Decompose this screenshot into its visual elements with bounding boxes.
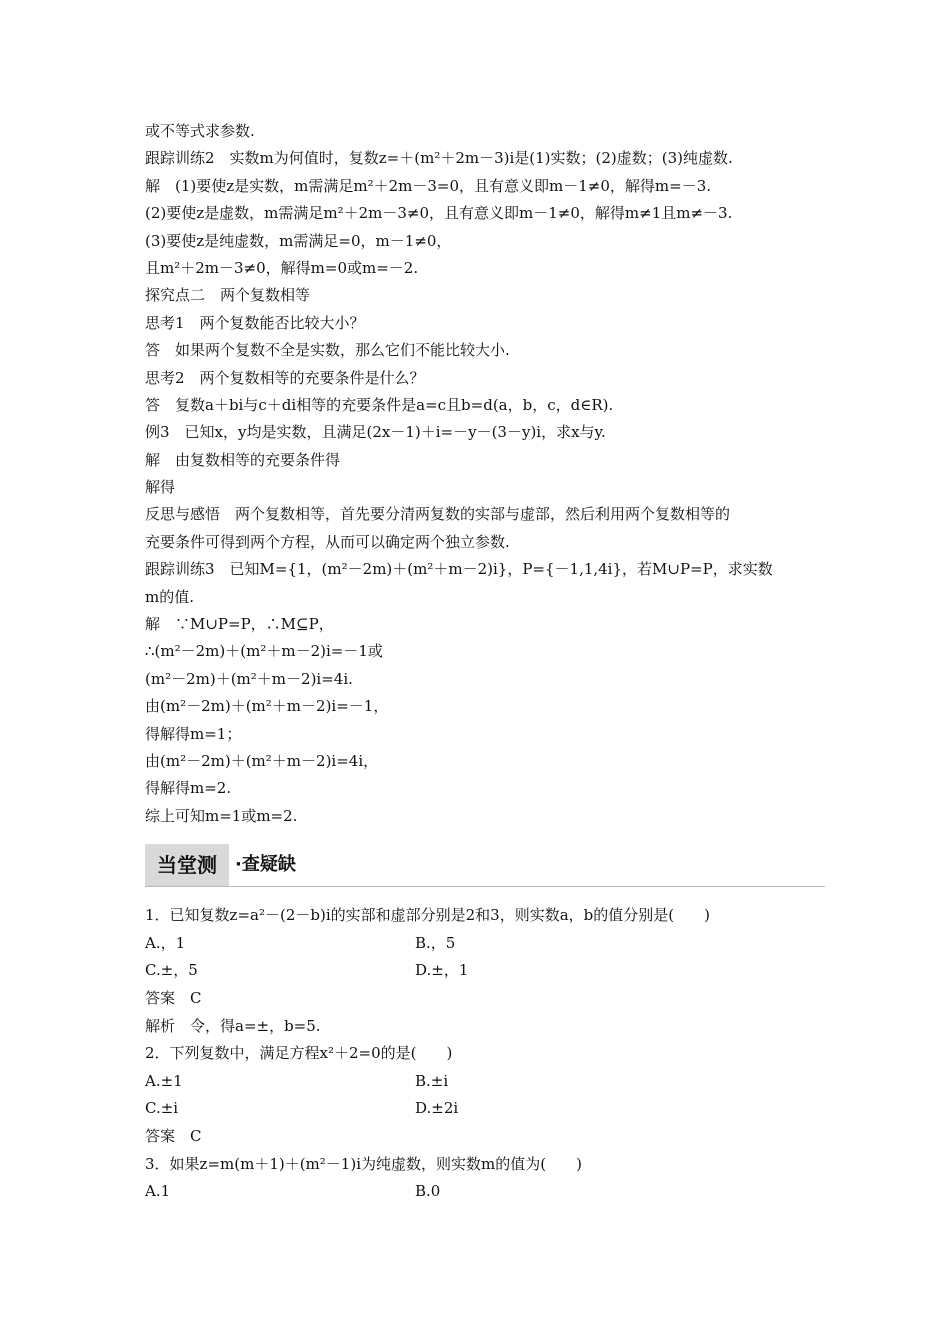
question-1: 1．已知复数z=a²－(2－b)i的实部和虚部分别是2和3，则实数a，b的值分别是( ) xyxy=(145,906,710,925)
option-a: A.，1 xyxy=(145,933,186,952)
banner-divider xyxy=(145,886,825,887)
text-line: 思考1 两个复数能否比较大小？ xyxy=(145,313,365,332)
text-line: (2)要使z是虚数，m需满足m²＋2m－3≠0，且有意义即m－1≠0，解得m≠1且m≠－3. xyxy=(145,204,733,223)
option-c: C.±i xyxy=(145,1099,179,1118)
question-2: 2．下列复数中，满足方程x²＋2=0的是( ) xyxy=(145,1044,453,1063)
option-b: B.0 xyxy=(415,1182,441,1201)
text-line: 例3 已知x，y均是实数，且满足(2x－1)＋i=－y－(3－y)i，求x与y. xyxy=(145,423,606,442)
question-3: 3．如果z=m(m＋1)＋(m²－1)i为纯虚数，则实数m的值为( ) xyxy=(145,1154,582,1173)
section-banner xyxy=(145,844,825,890)
option-d: D.±，1 xyxy=(415,961,469,980)
text-line: 答 如果两个复数不全是实数，那么它们不能比较大小. xyxy=(145,341,510,360)
solution-text xyxy=(145,118,825,830)
quiz-section xyxy=(145,902,825,1206)
text-line: 得解得m=2. xyxy=(145,779,232,798)
text-line: 反思与感悟 两个复数相等，首先要分清两复数的实部与虚部，然后利用两个复数相等的 xyxy=(145,505,731,524)
analysis-1: 解析 令，得a=±，b=5. xyxy=(145,1016,321,1035)
option-row xyxy=(145,1068,825,1096)
option-b: B.±i xyxy=(415,1071,449,1090)
option-row xyxy=(145,1178,825,1206)
text-line: 由(m²－2m)＋(m²＋m－2)i=4i， xyxy=(145,751,379,770)
option-c: C.±，5 xyxy=(145,961,198,980)
section-heading: 探究点二 两个复数相等 xyxy=(145,286,311,305)
text-line: 充要条件可得到两个方程，从而可以确定两个独立参数. xyxy=(145,532,510,551)
text-line: 解 ∵M∪P=P，∴M⊆P， xyxy=(145,615,334,634)
text-line: 思考2 两个复数相等的充要条件是什么？ xyxy=(145,368,425,387)
text-line: 或不等式求参数. xyxy=(145,122,255,140)
text-line: 解得 xyxy=(145,478,176,497)
option-row xyxy=(145,957,825,985)
text-line: 解 由复数相等的充要条件得 xyxy=(145,450,341,469)
document-content xyxy=(145,118,825,1206)
text-line: ∴(m²－2m)＋(m²＋m－2)i=－1或 xyxy=(145,642,383,661)
text-line: 跟踪训练2 实数m为何值时，复数z=＋(m²＋2m－3)i是(1)实数；(2)虚数；(3)纯虚数. xyxy=(145,149,733,168)
text-line: m的值. xyxy=(145,587,194,606)
text-line: (3)要使z是纯虚数，m需满足=0，m－1≠0， xyxy=(145,231,452,250)
option-row xyxy=(145,1095,825,1123)
option-d: D.±2i xyxy=(415,1099,459,1118)
text-line: 综上可知m=1或m=2. xyxy=(145,806,298,825)
banner-subtitle: ·查疑缺 xyxy=(235,854,296,876)
option-b: B.，5 xyxy=(415,933,456,952)
text-line: 跟踪训练3 已知M={1，(m²－2m)＋(m²＋m－2)i}，P={－1,1,4i}，若M∪P=P，求实数 xyxy=(145,560,773,579)
option-row xyxy=(145,930,825,958)
text-line: (m²－2m)＋(m²＋m－2)i=4i. xyxy=(145,669,353,688)
text-line: 由(m²－2m)＋(m²＋m－2)i=－1， xyxy=(145,697,389,716)
text-line: 解 (1)要使z是实数，m需满足m²＋2m－3=0，且有意义即m－1≠0，解得m=－3. xyxy=(145,176,712,195)
answer-2: 答案 C xyxy=(145,1126,202,1145)
text-line: 得解得m=1； xyxy=(145,724,242,743)
answer-1: 答案 C xyxy=(145,988,202,1007)
option-a: A.±1 xyxy=(145,1071,183,1090)
banner-title: 当堂测 xyxy=(145,844,229,886)
text-line: 且m²＋2m－3≠0，解得m=0或m=－2. xyxy=(145,258,419,277)
text-line: 答 复数a＋bi与c＋di相等的充要条件是a=c且b=d(a，b，c，d∈R). xyxy=(145,395,614,414)
option-a: A.1 xyxy=(145,1182,171,1201)
